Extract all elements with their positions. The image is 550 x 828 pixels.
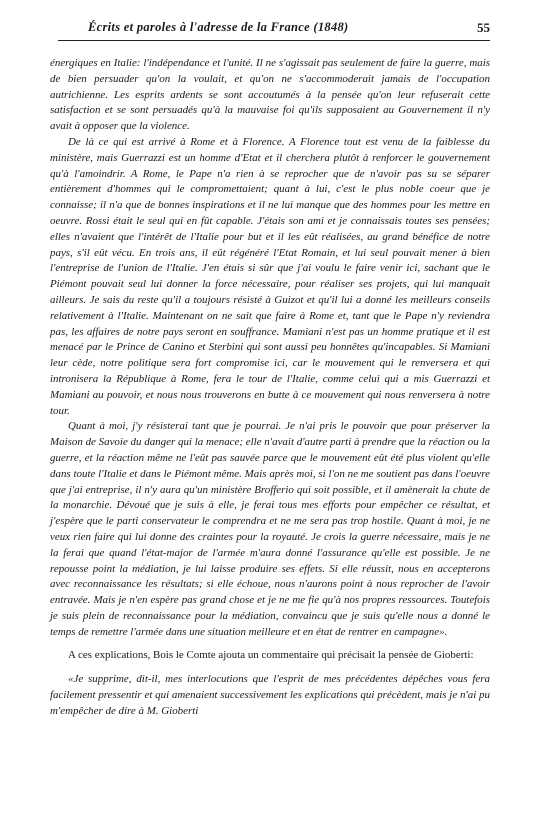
body-text	[50, 56, 490, 720]
paragraph: énergiques en Italie: l'indépendance et l'unité. Il ne s'agissait pas seulement de faire la guerre, mais de bien persuader qu'on la voulait, et qu'on ne s'accommoderait jamais de l'occupation autrichienne. Les esprits ardents se sont accoutumés à la pensée qu'on leur refuserait cette satisfaction et se sont persuadés qu'à la mauvaise foi qu'ils supposaient au Gouvernement il n'y avait à opposer que la violence.	[50, 57, 490, 133]
running-title: Écrits et paroles à l'adresse de la France (1848)	[88, 20, 349, 34]
paragraph: «Je supprime, dit-il, mes interlocutions que l'esprit de mes précédentes dépêches vous fera facilement pressentir et qui amenaient successivement les explications qui précèdent, mais je n'ai pu m'empêcher de dire à M. Gioberti	[50, 673, 490, 717]
page-number: 55	[477, 20, 490, 35]
paragraph: A ces explications, Bois le Comte ajouta un commentaire qui précisait la pensée de Gioberti:	[68, 649, 474, 662]
paragraph: De là ce qui est arrivé à Rome et à Florence. A Florence tout est venu de la faiblesse du ministère, mais Guerrazzi est un homme d'Etat et il cherchera plutôt à renforcer le gouvernement qu'à l'amoindrir. A Rome, le Pape n'a rien à se reprocher que de n'avoir pas su se séparer entièrement d'hommes qui le compromettaient; quant à lui, c'est le plus noble coeur que je connaisse; il n'a que de bonnes inspirations et il ne lui manque que des hommes pour les mettre en oeuvre. Rossi était le seul qui en fût capable. J'étais son ami et je connaissais toutes ses pensées; elles n'avaient que l'intérêt de l'Italie pour but et il les eût réalisées, au grand bénéfice de notre pays, s'il eût vécu. En trois ans, il eût régénéré l'Etat Romain, et lui seul pouvait mener à bien l'entreprise de l'union de l'Italie. J'en étais si sûr que j'ai voulu le faire venir ici, sachant que le Piémont pouvait seul lui donner la force nécessaire, pour réaliser ses projets, qui lui manquait ailleurs. Je sais du reste qu'il a toujours résisté à Guizot et qu'il lui a donné les meilleurs conseils relativement à l'Italie. Maintenant on ne sait que faire à Rome et, tant que le Pape n'y reviendra pas, les affaires de notre pays seront en souffrance. Mamiani n'est pas un homme pratique et il est menacé par le Prince de Canino et Sterbini qui sont aussi peu honnêtes qu'incapables. Si Mamiani leur cède, notre politique sera fort compromise ici, car le mouvement qui le renversera et qui intronisera la République à Rome, fera le tour de l'Italie, comme celui qui a mis Guerrazzi et Mamiani au pouvoir, et nous nous trouverons en butte à ce mouvement qui nous renversera à notre tour.	[50, 135, 490, 417]
paragraph: Quant à moi, j'y résisterai tant que je pourrai. Je n'ai pris le pouvoir que pour préserver la Maison de Savoie du danger qui la menace; elle n'avait d'autre parti à prendre que la réaction ou la guerre, et la réaction même ne l'eût pas sauvée parce que le mouvement eût été plus violent qu'elle dans toute l'Italie et dans le Piémont même. Mais après moi, si l'on ne me soutient pas dans l'oeuvre que j'ai entreprise, il n'y aura qu'un ministère Brofferio qui soit possible, et il amènerait la chute de la monarchie. Dévoué que je suis à elle, je ferai tous mes efforts pour empêcher ce résultat, et j'espère que le parti conservateur le comprendra et ne me sera pas trop hostile. Quant à moi, je ne veux rien faire qui lui donne des craintes pour la royauté. Je crois la guerre nécessaire, mais je ne la ferai que quand l'état-major de l'armée m'aura donné l'assurance qu'elle est possible. Je ne repousse point la médiation, je lui laisse produire ses effets. Si elle réussit, nous en accepterons avec reconnaissance les résultats; si elle échoue, nous n'aurons point à nous reprocher de l'avoir entravée. Mais je n'en espère pas grand chose et je ne me fie qu'à nos propres ressources. Toutefois je suis plein de reconnaissance pour la médiation, convaincu que je suis qu'elle nous a donné le temps de remettre l'armée dans une situation meilleure et en état de rentrer en campagne».	[50, 420, 490, 638]
page-header	[58, 20, 490, 41]
